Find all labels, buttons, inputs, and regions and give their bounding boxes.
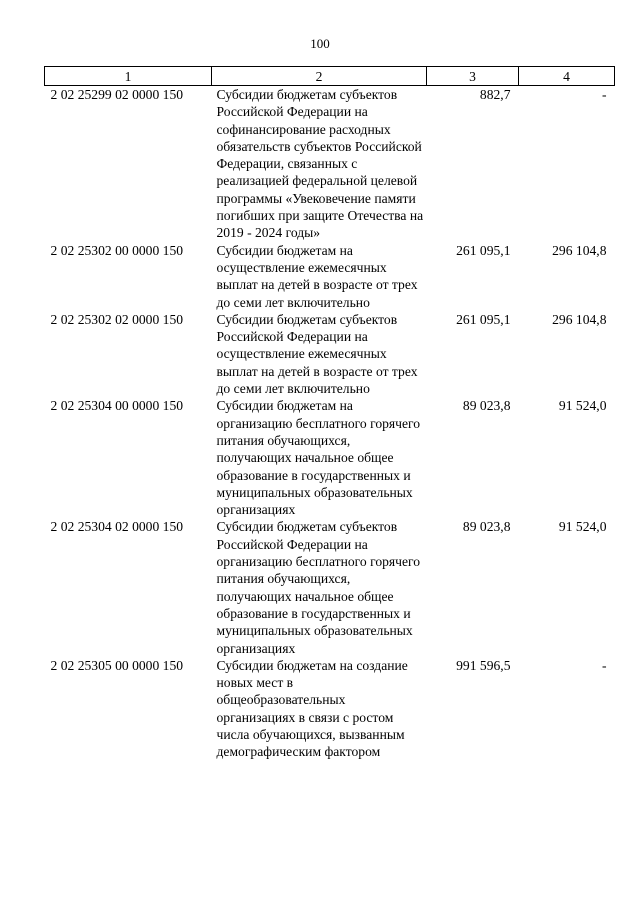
row-code: 2 02 25302 02 0000 150 (50, 311, 184, 327)
row-code: 2 02 25304 00 0000 150 (50, 398, 184, 414)
row-code: 2 02 25299 02 0000 150 (50, 87, 184, 102)
budget-table (44, 66, 615, 761)
row-value-col4: - (601, 657, 607, 673)
row-name: Субсидии бюджетам субъектов Российской Федерации на софинансирование расходных обязательств субъектов Российской Федерации, связанных с реализацией федеральной целевой программы «Увековечение памяти погибших при защите Отечества на 2019 - 2024 годы» (216, 87, 424, 241)
row-value-col3: 882,7 (479, 87, 511, 102)
table-row (45, 311, 615, 397)
row-name: Субсидии бюджетам субъектов Российской Федерации на осуществление ежемесячных выплат на детей в возрасте от трех до семи лет включительно (216, 311, 418, 397)
table-header (45, 67, 615, 86)
row-value-col4: - (601, 87, 607, 102)
row-value-col4: 296 104,8 (552, 242, 607, 258)
header-col-2: 2 (212, 67, 427, 86)
row-name: Субсидии бюджетам субъектов Российской Федерации на организацию бесплатного горячего питания обучающихся, получающих начальное общее образование в государственных и муниципальных образовательных организациях (216, 519, 421, 656)
row-value-col4: 91 524,0 (558, 519, 607, 535)
table-row (45, 657, 615, 761)
row-value-col3: 89 023,8 (462, 519, 511, 535)
table-row (45, 397, 615, 518)
row-value-col3: 89 023,8 (462, 398, 511, 414)
row-code: 2 02 25305 00 0000 150 (50, 657, 184, 673)
table-row (45, 242, 615, 311)
row-code: 2 02 25302 00 0000 150 (50, 242, 184, 258)
row-value-col3: 261 095,1 (456, 242, 511, 258)
header-col-4: 4 (519, 67, 615, 86)
row-value-col3: 991 596,5 (456, 657, 511, 673)
row-name: Субсидии бюджетам на создание новых мест в общеобразовательных организациях в связи с ростом числа обучающихся, вызванным демографическим фактором (216, 657, 408, 760)
row-name: Субсидии бюджетам на осуществление ежемесячных выплат на детей в возрасте от трех до семи лет включительно (216, 242, 418, 310)
row-value-col3: 261 095,1 (456, 311, 511, 327)
table-row (45, 518, 615, 656)
row-value-col4: 91 524,0 (558, 398, 607, 414)
table-row (45, 86, 615, 242)
page-number: 100 (310, 36, 330, 51)
header-col-1: 1 (45, 67, 212, 86)
row-value-col4: 296 104,8 (552, 311, 607, 327)
row-code: 2 02 25304 02 0000 150 (50, 519, 184, 535)
header-col-3: 3 (427, 67, 519, 86)
row-name: Субсидии бюджетам на организацию бесплатного горячего питания обучающихся, получающих начальное общее образование в государственных и муниципальных образовательных организациях (216, 398, 421, 518)
